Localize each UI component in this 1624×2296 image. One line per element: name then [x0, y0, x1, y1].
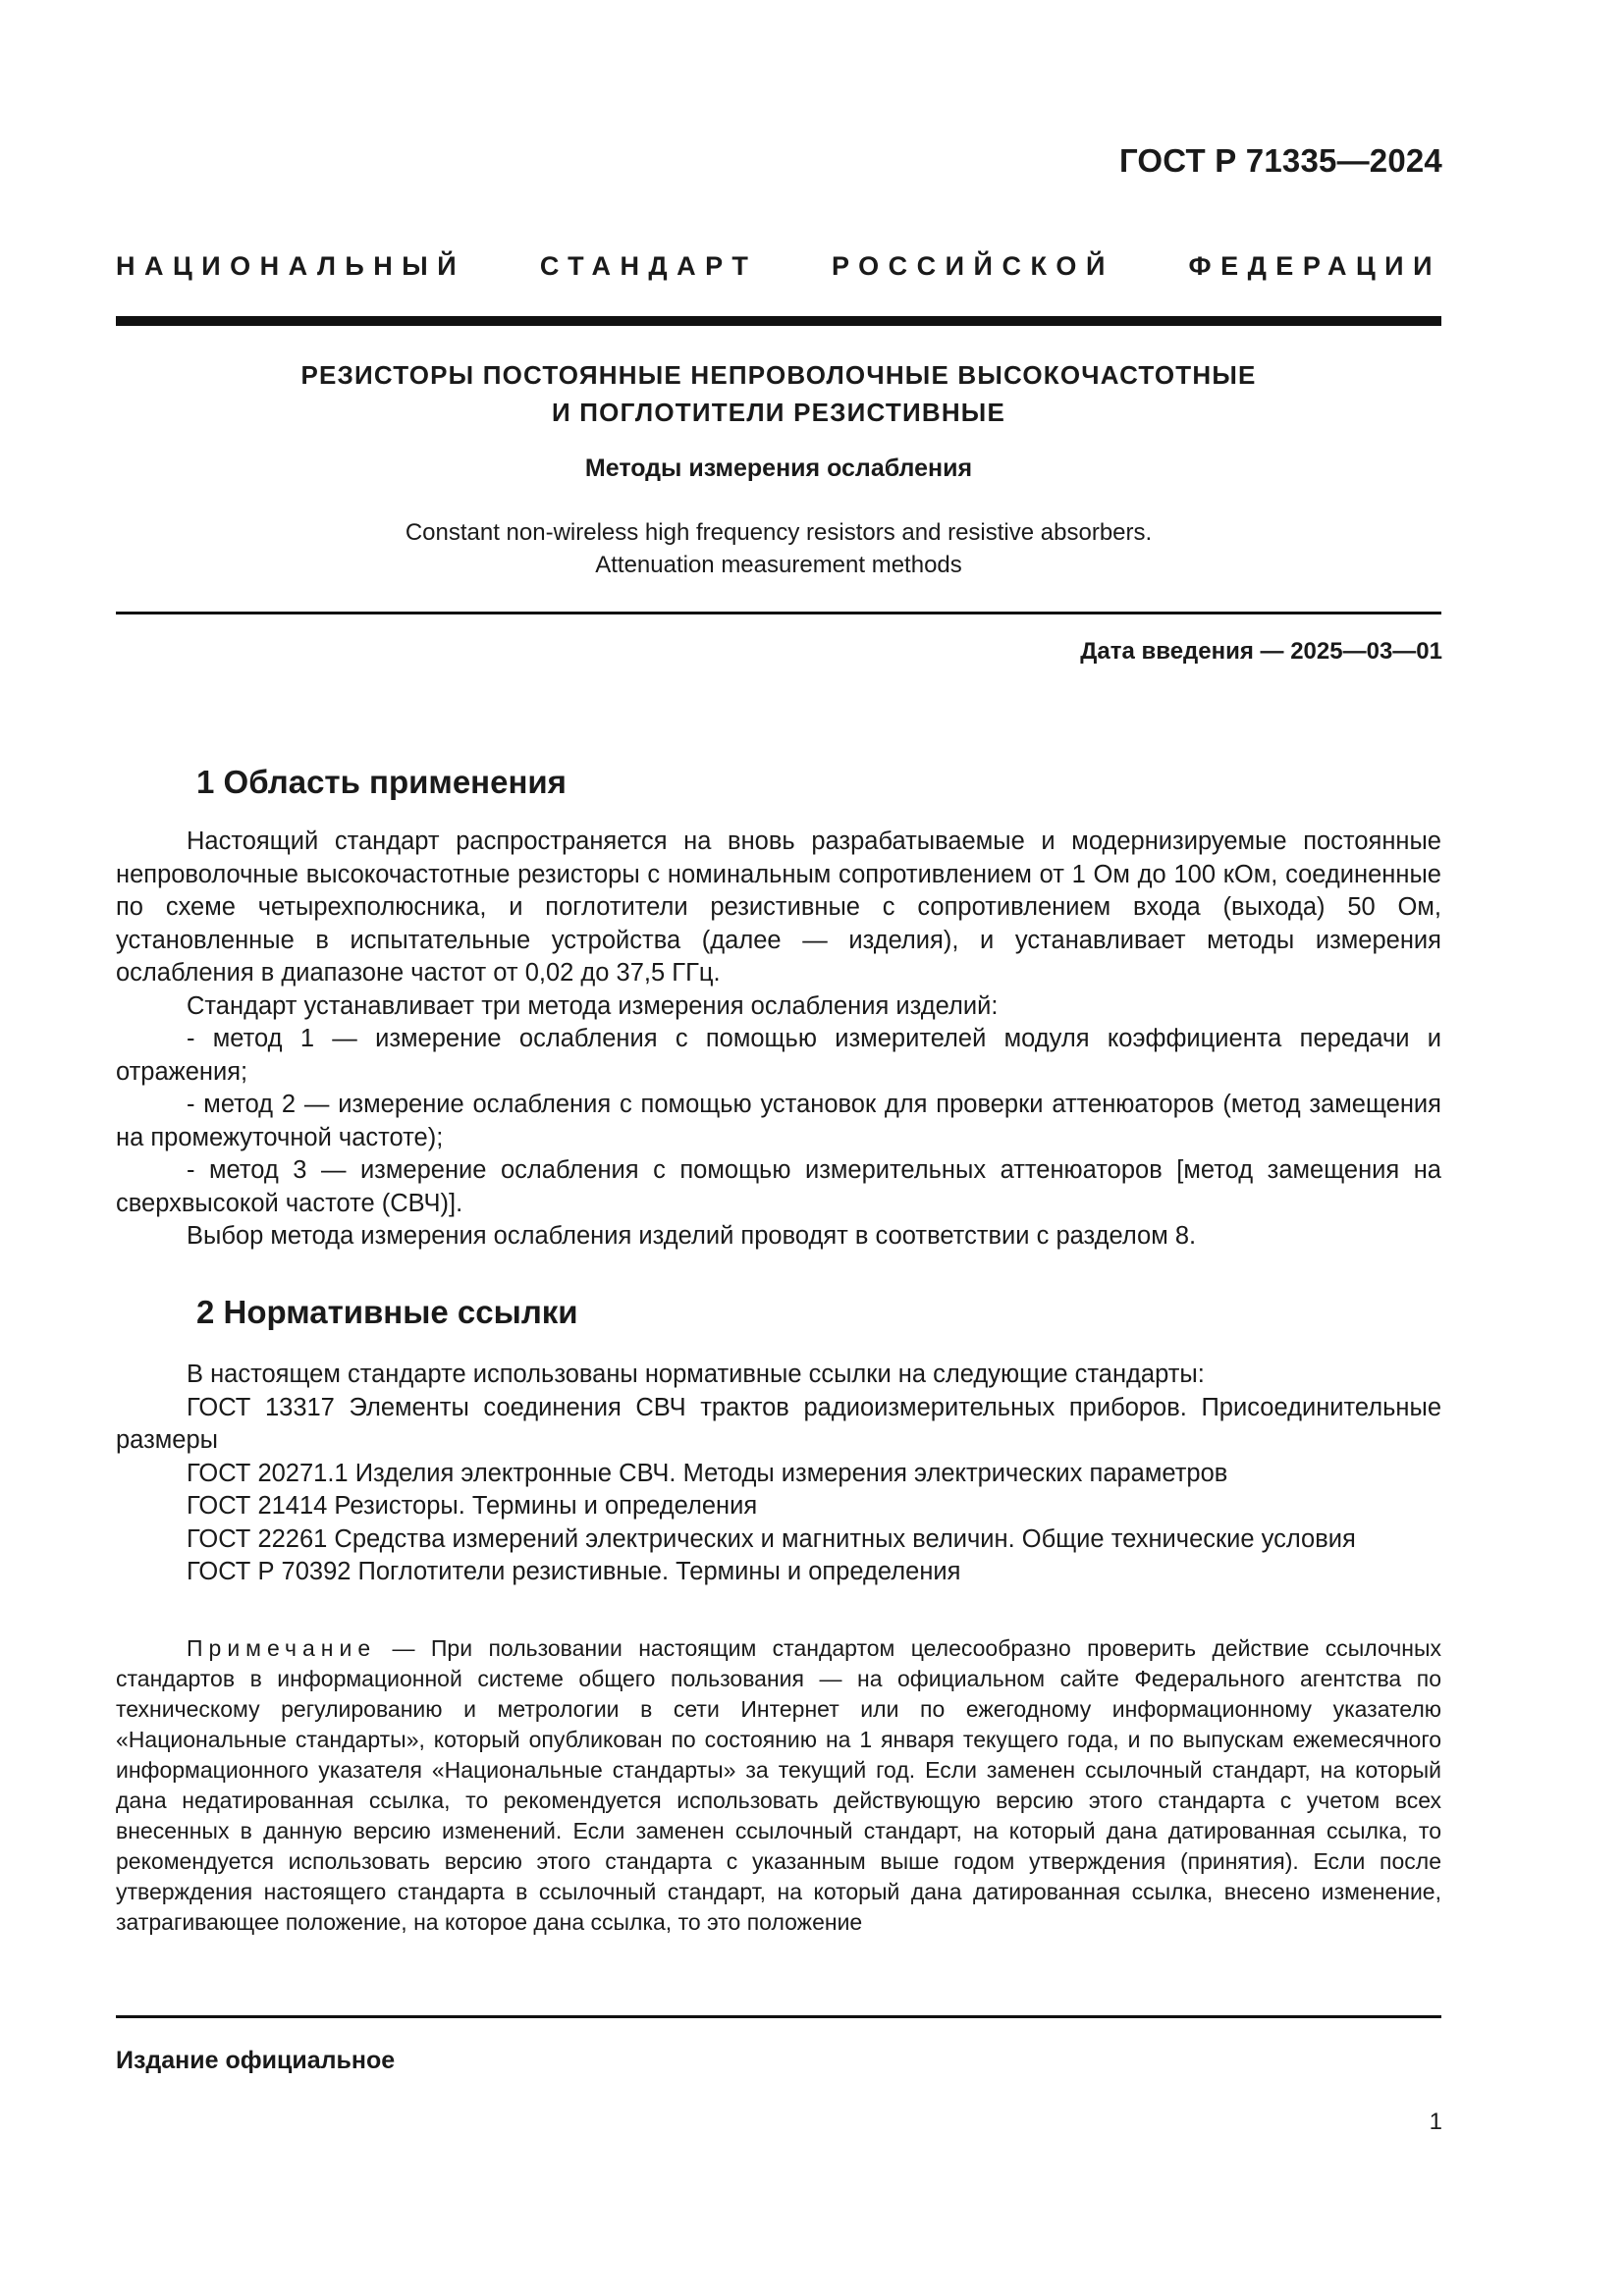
section-2-heading: 2 Нормативные ссылки [196, 1294, 578, 1330]
note-label: Примечание [187, 1635, 377, 1661]
normative-reference: ГОСТ 13317 Элементы соединения СВЧ трактов радиоизмерительных приборов. Присоединительные размеры [116, 1393, 1441, 1454]
section-1-list-item: - метод 1 — измерение ослабления с помощью измерителей модуля коэффициента передачи и отражения; [116, 1025, 1441, 1086]
standard-title [116, 356, 1441, 431]
footer-divider [116, 2015, 1441, 2018]
section-1-heading: 1 Область применения [196, 764, 567, 800]
section-1-paragraph: Выбор метода измерения ослабления изделий проводят в соответствии с разделом 8. [187, 1222, 1197, 1250]
document-number: ГОСТ Р 71335—2024 [1118, 142, 1442, 179]
title-line-1: РЕЗИСТОРЫ ПОСТОЯННЫЕ НЕПРОВОЛОЧНЫЕ ВЫСОКОЧАСТОТНЫЕ [300, 360, 1257, 390]
section-2-note [116, 1633, 1441, 1938]
national-standard-banner: НАЦИОНАЛЬНЫЙ СТАНДАРТ РОССИЙСКОЙ ФЕДЕРАЦИИ [116, 251, 1441, 281]
section-1-body [116, 826, 1441, 1254]
title-line-2: И ПОГЛОТИТЕЛИ РЕЗИСТИВНЫЕ [551, 398, 1006, 427]
note-paragraph [116, 1633, 1441, 1938]
section-1-paragraph: Настоящий стандарт распространяется на вновь разрабатываемые и модернизируемые постоянные непроволочные высокочастотные резисторы с номинальным сопротивлением от 1 Ом до 100 кОм, соединенные по схеме четырехполюсника, и поглотители резистивные с сопротивлением входа (выхода) 50 Ом, установленные в испытательные устройства (далее — изделия), и устанавливает методы измерения ослабления в диапазоне частот от 0,02 до 37,5 ГГц. [116, 828, 1441, 987]
section-1-list-item: - метод 2 — измерение ослабления с помощью установок для проверки аттенюаторов (метод замещения на промежуточной частоте); [116, 1091, 1441, 1151]
title-divider [116, 612, 1441, 614]
english-title-line-2: Attenuation measurement methods [595, 552, 962, 578]
normative-reference: ГОСТ 21414 Резисторы. Термины и определения [187, 1492, 758, 1520]
header-divider [116, 316, 1441, 326]
normative-reference: ГОСТ Р 70392 Поглотители резистивные. Термины и определения [187, 1558, 961, 1585]
section-1-list-item: - метод 3 — измерение ослабления с помощью измерительных аттенюаторов [метод замещения на сверхвысокой частоте (СВЧ)]. [116, 1156, 1441, 1217]
official-edition-label: Издание официальное [116, 2047, 396, 2074]
english-title-line-1: Constant non-wireless high frequency resistors and resistive absorbers. [405, 519, 1153, 546]
normative-reference: ГОСТ 22261 Средства измерений электрических и магнитных величин. Общие технические условия [187, 1524, 1356, 1553]
note-text: — При пользовании настоящим стандартом целесообразно проверить действие ссылочных стандартов в информационной системе общего пользования — на официальном сайте Федерального агентства по техническому регулированию и метрологии в сети Интернет или по ежегодному информационному указателю «Национальные стандарты», который опубликован по состоянию на 1 января текущего года, и по выпускам ежемесячного информационного указателя «Национальные стандарты» за текущий год. Если заменен ссылочный стандарт, на который дана недатированная ссылка, то рекомендуется использовать действующую версию этого стандарта с учетом всех внесенных в данную версию изменений. Если заменен ссылочный стандарт, на который дана датированная ссылка, то рекомендуется использовать версию этого стандарта с указанным выше годом утверждения (принятия). Если после утверждения настоящего стандарта в ссылочный стандарт, на который дана датированная ссылка, внесено изменение, затрагивающее положение, на которое дана ссылка, то это положение [116, 1635, 1441, 1935]
section-2-paragraph: В настоящем стандарте использованы нормативные ссылки на следующие стандарты: [187, 1361, 1205, 1388]
standard-subtitle: Методы измерения ослабления [584, 454, 973, 482]
section-2-body [116, 1359, 1441, 1589]
page-number: 1 [1429, 2109, 1442, 2135]
normative-reference: ГОСТ 20271.1 Изделия электронные СВЧ. Методы измерения электрических параметров [187, 1459, 1228, 1487]
introduction-date: Дата введения — 2025—03—01 [1080, 638, 1442, 665]
english-title [116, 516, 1441, 581]
section-1-paragraph: Стандарт устанавливает три метода измерения ослабления изделий: [187, 991, 999, 1020]
